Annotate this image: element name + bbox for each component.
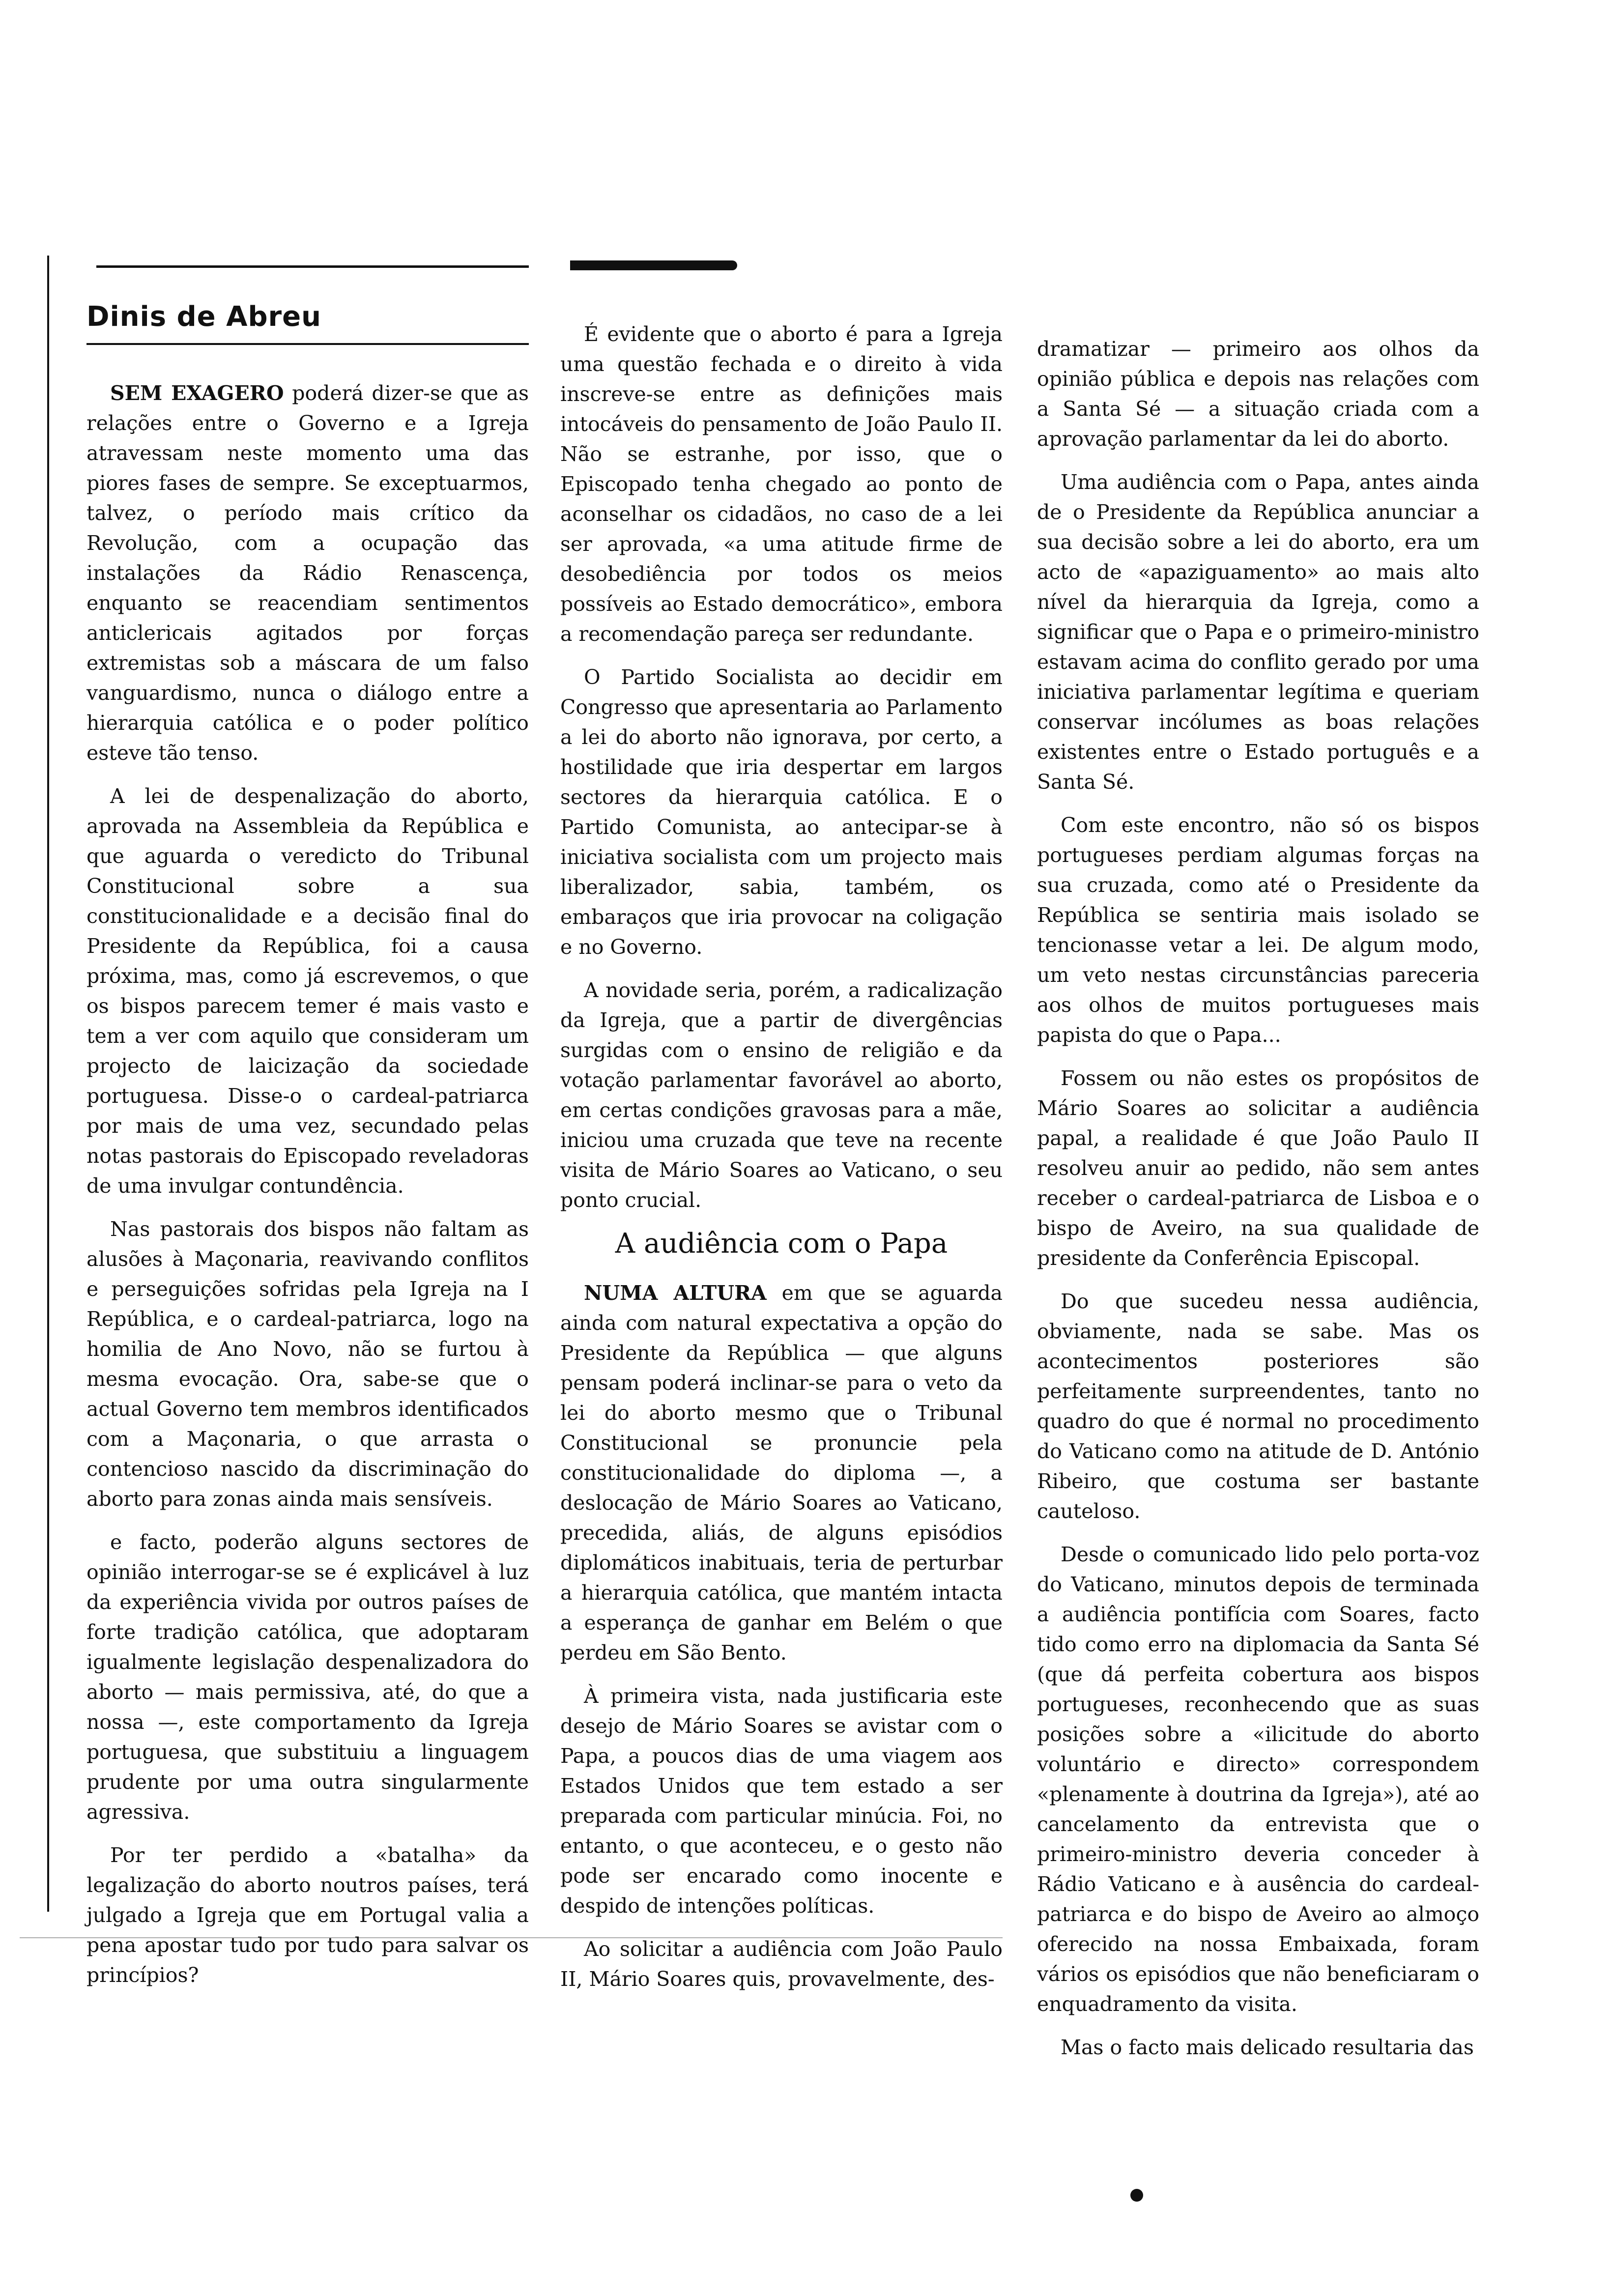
col3-paragraph-6: Desde o comunicado lido pelo porta-voz do Vaticano, minutos depois de terminada a audiência pontifícia com Soares, facto tido como erro na diplomacia da Santa Sé (que dá perfeita cobertura aos bispos portugueses, reconhecendo que as suas posições sobre a «ilicitude do aborto voluntário e directo» correspondem «plenamente à doutrina da Igreja»), até ao cancelamento da entrevista que o primeiro-ministro deveria conceder à Rádio Vaticano e à ausência do cardeal-patriarca e do bispo de Aveiro ao almoço oferecido na nossa Embaixada, foram vários os episódios que não beneficiaram o enquadramento da visita.: [1037, 1543, 1479, 2016]
col1-paragraph-1: SEM EXAGERO poderá dizer-se que as relações entre o Governo e a Igreja atravessam neste momento uma das piores fases de sempre. Se exceptuarmos, talvez, o período mais crítico da Revolução, com a ocupação das instalações da Rádio Renascença, enquanto se reacendiam sentimentos anticlericais agitados por forças extremistas sob a máscara de um falso vanguardismo, nunca o diálogo entre a hierarquia católica e o poder político esteve tão tenso.: [86, 381, 529, 765]
column-3: [1037, 334, 1479, 2076]
top-rule-center-heavy: [570, 260, 737, 270]
left-margin-line: [47, 256, 49, 1912]
col1-paragraph-3: Nas pastorais dos bispos não faltam as alusões à Maçonaria, reavivando conflitos e perseguições sofridas pela Igreja na I República, e o cardeal-patriarca, logo na homilia de Ano Novo, não se furtou à mesma evocação. Ora, sabe-se que o actual Governo tem membros identificados com a Maçonaria, o que arrasta o contencioso nascido da discriminação do aborto para zonas ainda mais sensíveis.: [86, 1217, 529, 1511]
col2-paragraph-3: A novidade seria, porém, a radicalização da Igreja, que a partir de divergências surgidas com o ensino de religião e da votação parlamentar favorável ao aborto, em certas condições gravosas para a mãe, iniciou uma cruzada que teve na recente visita de Mário Soares ao Vaticano, o seu ponto crucial.: [560, 978, 1003, 1212]
author-byline: Dinis de Abreu: [86, 301, 322, 333]
byline-rule: [86, 343, 529, 345]
subheading: A audiência com o Papa: [615, 1228, 948, 1260]
top-rule-left: [96, 265, 529, 268]
col3-paragraph-2: Uma audiência com o Papa, antes ainda de o Presidente da República anunciar a sua decisão sobre a lei do aborto, era um acto de «apaziguamento» ao mais alto nível da hierarquia da Igreja, como a significar que o Papa e o primeiro-ministro estavam acima do conflito gerado por uma iniciativa parlamentar legítima e queriam conservar incólumes as boas relações existentes entre o Estado português e a Santa Sé.: [1037, 470, 1479, 794]
col1-paragraph-2: A lei de despenalização do aborto, aprovada na Assembleia da República e que aguarda o veredicto do Tribunal Constitucional sobre a sua constitucionalidade e a decisão final do Presidente da República, foi a causa próxima, mas, como já escrevemos, o que os bispos parecem temer é mais vasto e tem a ver com aquilo que consideram um projecto de laicização da sociedade portuguesa. Disse-o o cardeal-patriarca por mais de uma vez, secundado pelas notas pastorais do Episcopado reveladoras de uma invulgar contundência.: [86, 784, 529, 1198]
col2-paragraph-5: À primeira vista, nada justificaria este desejo de Mário Soares se avistar com o Papa, a poucos dias de uma viagem aos Estados Unidos que tem estado a ser preparada com particular minúcia. Foi, no entanto, o que aconteceu, e o gesto não pode ser encarado como inocente e despido de intenções políticas.: [560, 1684, 1003, 1918]
col2-paragraph-1: É evidente que o aborto é para a Igreja uma questão fechada e o direito à vida inscreve-se entre as definições mais intocáveis do pensamento de João Paulo II. Não se estranhe, por isso, que o Episcopado tenha chegado ao ponto de aconselhar os cidadãos, no caso de a lei ser aprovada, «a uma atitude firme de desobediência por todos os meios possíveis ao Estado democrático», embora a recomendação pareça ser redundante.: [560, 322, 1003, 646]
col3-paragraph-1: dramatizar — primeiro aos olhos da opinião pública e depois nas relações com a Santa Sé — a situação criada com a aprovação parlamentar da lei do aborto.: [1037, 337, 1479, 451]
column-1: [86, 378, 529, 2004]
col2-paragraph-6: Ao solicitar a audiência com João Paulo II, Mário Soares quis, provavelmente, des-: [560, 1937, 1003, 1991]
scan-dot: [1130, 2189, 1143, 2202]
col1-paragraph-5: Por ter perdido a «batalha» da legalização do aborto noutros países, terá julgado a Igreja que em Portugal valia a pena apostar tudo por tudo para salvar os princípios?: [86, 1843, 529, 1987]
col3-paragraph-5: Do que sucedeu nessa audiência, obviamente, nada se sabe. Mas os acontecimentos posteriores são perfeitamente surpreendentes, tanto no quadro do que é normal no procedimento do Vaticano como na atitude de D. António Ribeiro, que costuma ser bastante cauteloso.: [1037, 1290, 1479, 1523]
col1-paragraph-4: e facto, poderão alguns sectores de opinião interrogar-se se é explicável à luz da experiência vivida por outros países de forte tradição católica, que adoptaram igualmente legislação despenalizadora do aborto — mais permissiva, até, do que a nossa —, este comportamento da Igreja portuguesa, que substituiu a linguagem prudente por uma outra singularmente agressiva.: [86, 1530, 529, 1824]
col2-paragraph-2: O Partido Socialista ao decidir em Congresso que apresentaria ao Parlamento a lei do aborto não ignorava, por certo, a hostilidade que iria despertar em largos sectores da hierarquia católica. E o Partido Comunista, ao antecipar-se à iniciativa socialista com um projecto mais liberalizador, sabia, também, os embaraços que iria provocar na coligação e no Governo.: [560, 665, 1003, 959]
col3-paragraph-7: Mas o facto mais delicado resultaria das: [1061, 2036, 1474, 2059]
col3-paragraph-4: Fossem ou não estes os propósitos de Mário Soares ao solicitar a audiência papal, a realidade é que João Paulo II resolveu anuir ao pedido, não sem antes receber o cardeal-patriarca de Lisboa e o bispo de Aveiro, na sua qualidade de presidente da Conferência Episcopal.: [1037, 1066, 1479, 1270]
col3-paragraph-3: Com este encontro, não só os bispos portugueses perdiam algumas forças na sua cruzada, como até o Presidente da República se sentiria mais isolado se tencionasse vetar a lei. De algum modo, um veto nestas circunstâncias pareceria aos olhos de muitos portugueses mais papista do que o Papa...: [1037, 813, 1479, 1047]
column-2: [560, 319, 1003, 2008]
bottom-scan-line: [20, 1937, 1003, 1938]
col2-paragraph-4: NUMA ALTURA em que se aguarda ainda com natural expectativa a opção do Presidente da República — que alguns pensam poderá inclinar-se para o veto da lei do aborto mesmo que o Tribunal Constitucional se pronuncie pela constitucionalidade do diploma —, a deslocação de Mário Soares ao Vaticano, precedida, aliás, de alguns episódios diplomáticos inabituais, teria de perturbar a hierarquia católica, que mantém intacta a esperança de ganhar em Belém o que perdeu em São Bento.: [560, 1281, 1003, 1665]
